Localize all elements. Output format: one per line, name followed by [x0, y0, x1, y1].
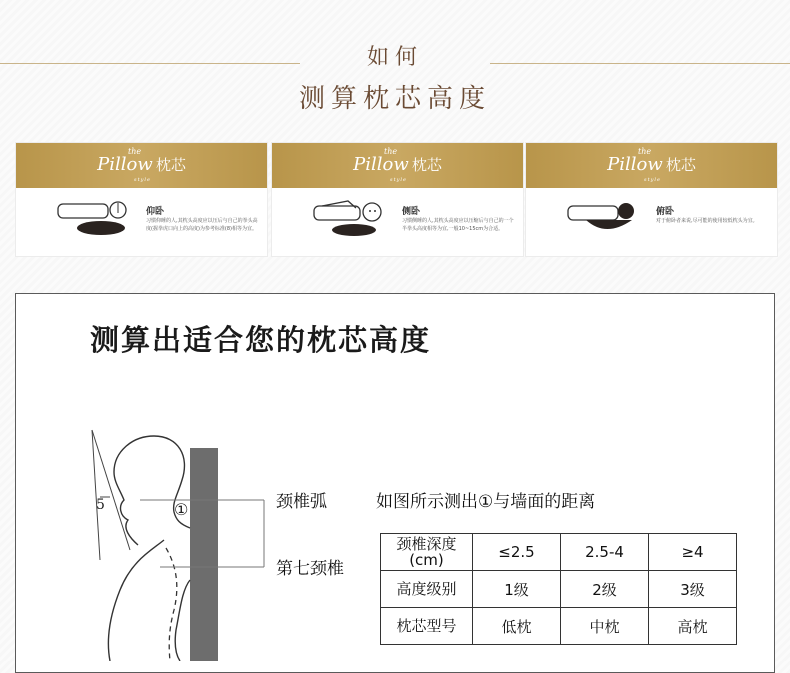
brand-style: style: [644, 177, 661, 183]
card-description: 习惯侧睡的人,其枕头高度应以压缩后与自己的一个半拳头高度相等为宜,一般10~15cm为合适。: [402, 218, 514, 232]
table-cell: 中枕: [561, 608, 649, 645]
table-cell: 3级: [649, 571, 737, 608]
table-cell: ≤2.5: [473, 534, 561, 571]
table-cell: 低枕: [473, 608, 561, 645]
table-cell: 高枕: [649, 608, 737, 645]
card-banner: [526, 143, 777, 188]
row-header: 枕芯型号: [381, 608, 473, 645]
brand-style: style: [390, 177, 407, 183]
card-description: 对于俯卧者来说,尽可能的使用较低枕头为宜。: [656, 218, 758, 224]
brand-logo: Pillow 枕芯: [607, 154, 696, 175]
table-cell: 2.5-4: [561, 534, 649, 571]
pillow-size-table: [380, 533, 737, 645]
sleep-card-supine: [16, 143, 267, 256]
neck-profile-figure: [80, 420, 280, 661]
table-cell: ≥4: [649, 534, 737, 571]
brand-logo: Pillow 枕芯: [353, 154, 442, 175]
brand-the: the: [384, 147, 398, 156]
card-banner: [16, 143, 267, 188]
table-cell: 1级: [473, 571, 561, 608]
label-cervical-arc: 颈椎弧: [276, 492, 327, 512]
table-row: [381, 534, 737, 571]
card-description: 习惯仰睡的人,其枕头高度应以压后与自己的拳头高度(握拳虎口向上的高度)为参考标准(8)相等为宜。: [146, 218, 258, 232]
sleep-card-side: [272, 143, 523, 256]
row-header: 高度级别: [381, 571, 473, 608]
card-banner: [272, 143, 523, 188]
measurement-instruction: 如图所示测出①与墙面的距离: [376, 492, 596, 512]
brand-the: the: [638, 147, 652, 156]
card-title: 俯卧: [656, 207, 675, 217]
card-title: 侧卧: [402, 207, 421, 217]
marker-one: ①: [174, 500, 189, 519]
angle-label: 5: [96, 497, 105, 513]
sleep-card-prone: [526, 143, 777, 256]
prone-sleeper-icon: [566, 198, 646, 240]
brand-the: the: [128, 147, 142, 156]
row-header: 颈椎深度 (cm): [381, 534, 473, 571]
side-sleeper-icon: [312, 198, 392, 240]
supine-sleeper-icon: [56, 198, 136, 240]
brand-logo: Pillow 枕芯: [97, 154, 186, 175]
card-title: 仰卧: [146, 207, 165, 217]
brand-style: style: [134, 177, 151, 183]
table-cell: 2级: [561, 571, 649, 608]
table-row: [381, 571, 737, 608]
wall-icon: [190, 448, 218, 661]
header-line-2: 测算枕芯高度: [298, 84, 491, 114]
measurement-title: 测算出适合您的枕芯高度: [90, 323, 432, 357]
header-line-1: 如何: [366, 45, 423, 70]
label-c7-vertebra: 第七颈椎: [276, 559, 344, 579]
table-row: [381, 608, 737, 645]
